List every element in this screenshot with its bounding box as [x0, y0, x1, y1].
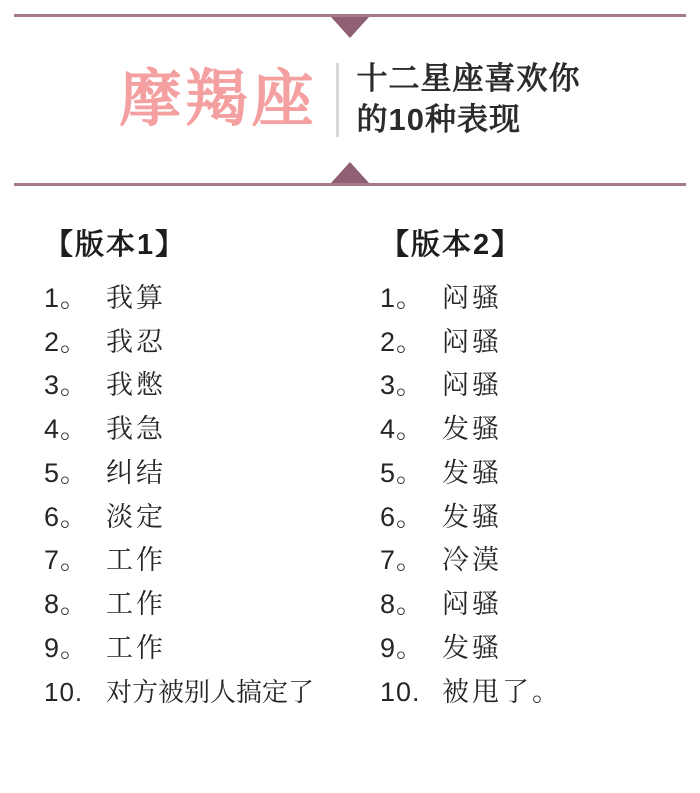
list-item-number: 1。 [44, 283, 89, 313]
list-item-label: 冷漠 [442, 545, 502, 576]
list-item-label: 我忍 [106, 326, 166, 357]
triangle-top-icon [331, 17, 369, 38]
list-item [380, 671, 700, 715]
list-item-label: 工作 [106, 545, 166, 576]
list-item-number: 8。 [380, 589, 425, 620]
list-item-label: 被甩了。 [442, 676, 562, 707]
list-item-number: 1。 [380, 283, 425, 313]
list-item-label: 工作 [106, 589, 166, 620]
column-version-1 [0, 222, 350, 714]
list-item-label: 发骚 [442, 501, 502, 532]
list-item [380, 408, 700, 452]
header-subtitle [357, 59, 581, 141]
list-item-number: 6。 [380, 501, 425, 532]
list-item-number: 2。 [44, 326, 89, 357]
list-item [380, 277, 700, 321]
list-item-label: 闷骚 [442, 283, 502, 313]
list-item-label: 发骚 [442, 632, 502, 663]
list-item-number: 9。 [44, 632, 89, 663]
list-item-number: 3。 [380, 370, 425, 401]
list-item-number: 6。 [44, 501, 89, 532]
list-item [44, 671, 350, 713]
list-item-label: 发骚 [442, 414, 502, 445]
list-item [44, 277, 350, 321]
list-item [44, 452, 350, 496]
header-content [14, 59, 686, 141]
list-item [380, 583, 700, 627]
list-item [44, 627, 350, 671]
zodiac-sign-title: 摩羯座 [119, 65, 318, 134]
list-item-label: 闷骚 [442, 326, 502, 357]
list-item-number: 9。 [380, 632, 425, 663]
list-item-number: 4。 [44, 414, 89, 445]
content-columns [0, 186, 700, 714]
list-item-label: 闷骚 [442, 589, 502, 620]
list-item [380, 364, 700, 408]
list-item [44, 321, 350, 365]
list-item-label: 纠结 [106, 457, 166, 488]
list-item [44, 583, 350, 627]
list-item-number: 5。 [44, 457, 89, 488]
list-item [44, 539, 350, 583]
list-item-label: 我急 [106, 414, 166, 445]
list-item [380, 627, 700, 671]
list-item-number: 10. [44, 676, 84, 707]
column-title-version-2: 【版本2】 [380, 229, 523, 261]
list-item-label: 我算 [106, 283, 166, 313]
list-item [44, 496, 350, 540]
list-item-number: 2。 [380, 326, 425, 357]
list-item [44, 364, 350, 408]
list-item-number: 4。 [380, 414, 425, 445]
list-item-label: 闷骚 [442, 370, 502, 401]
triangle-bottom-icon [331, 162, 369, 183]
column-title-version-1: 【版本1】 [44, 229, 187, 261]
list-item [44, 408, 350, 452]
list-item-number: 3。 [44, 370, 89, 401]
column-version-2 [350, 222, 700, 714]
header-divider [336, 63, 339, 137]
list-item [380, 321, 700, 365]
list-item-label: 我憋 [106, 370, 166, 401]
list-item-label: 对方被别人搞定了 [106, 676, 315, 707]
header-band [14, 14, 686, 186]
list-item-number: 8。 [44, 589, 89, 620]
list-item [380, 539, 700, 583]
poster-root [0, 14, 700, 793]
list-item [380, 452, 700, 496]
list-item-number: 10. [380, 676, 421, 707]
list-item [380, 496, 700, 540]
list-item-number: 7。 [380, 545, 425, 576]
list-item-number: 7。 [44, 545, 89, 576]
list-item-label: 淡定 [106, 501, 166, 532]
list-item-label: 工作 [106, 632, 166, 663]
header-subtitle-line1: 十二星座喜欢你 [356, 61, 581, 97]
list-item-number: 5。 [380, 457, 425, 488]
list-item-label: 发骚 [442, 457, 502, 488]
header-subtitle-line2: 的10种表现 [356, 102, 521, 137]
